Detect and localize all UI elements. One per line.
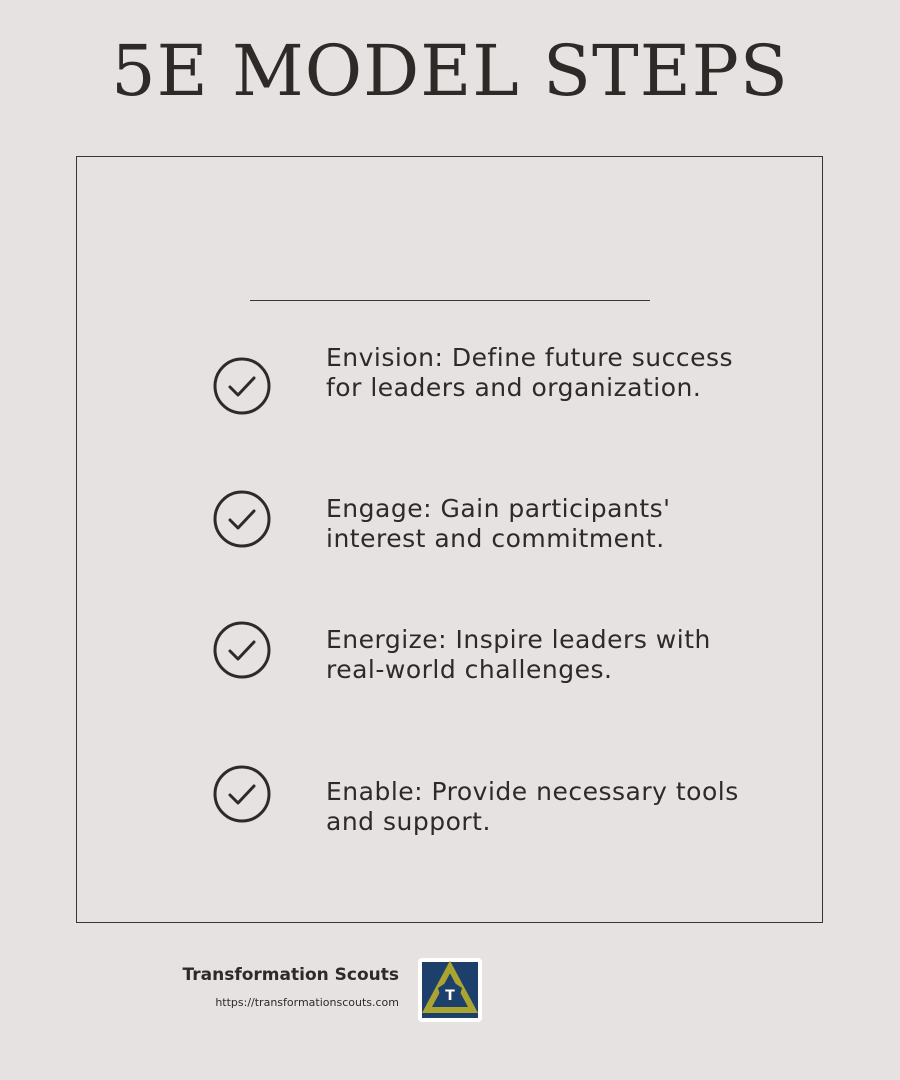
check-circle-icon bbox=[213, 765, 271, 823]
step-text: Engage: Gain participants' interest and commitment. bbox=[326, 494, 671, 553]
page-title: 5E MODEL STEPS bbox=[111, 30, 789, 112]
step-text: Energize: Inspire leaders with real-world challenges. bbox=[326, 625, 711, 684]
svg-text:T: T bbox=[445, 988, 455, 1004]
brand-logo bbox=[418, 958, 482, 1022]
brand-name: Transformation Scouts bbox=[182, 965, 399, 985]
check-circle-icon bbox=[213, 490, 271, 548]
check-circle-icon bbox=[213, 621, 271, 679]
check-circle-icon bbox=[213, 357, 271, 415]
step-text: Enable: Provide necessary tools and support. bbox=[326, 777, 739, 836]
brand-url[interactable]: https://transformationscouts.com bbox=[215, 996, 399, 1009]
step-text: Envision: Define future success for leaders and organization. bbox=[326, 343, 734, 402]
divider bbox=[250, 300, 650, 301]
